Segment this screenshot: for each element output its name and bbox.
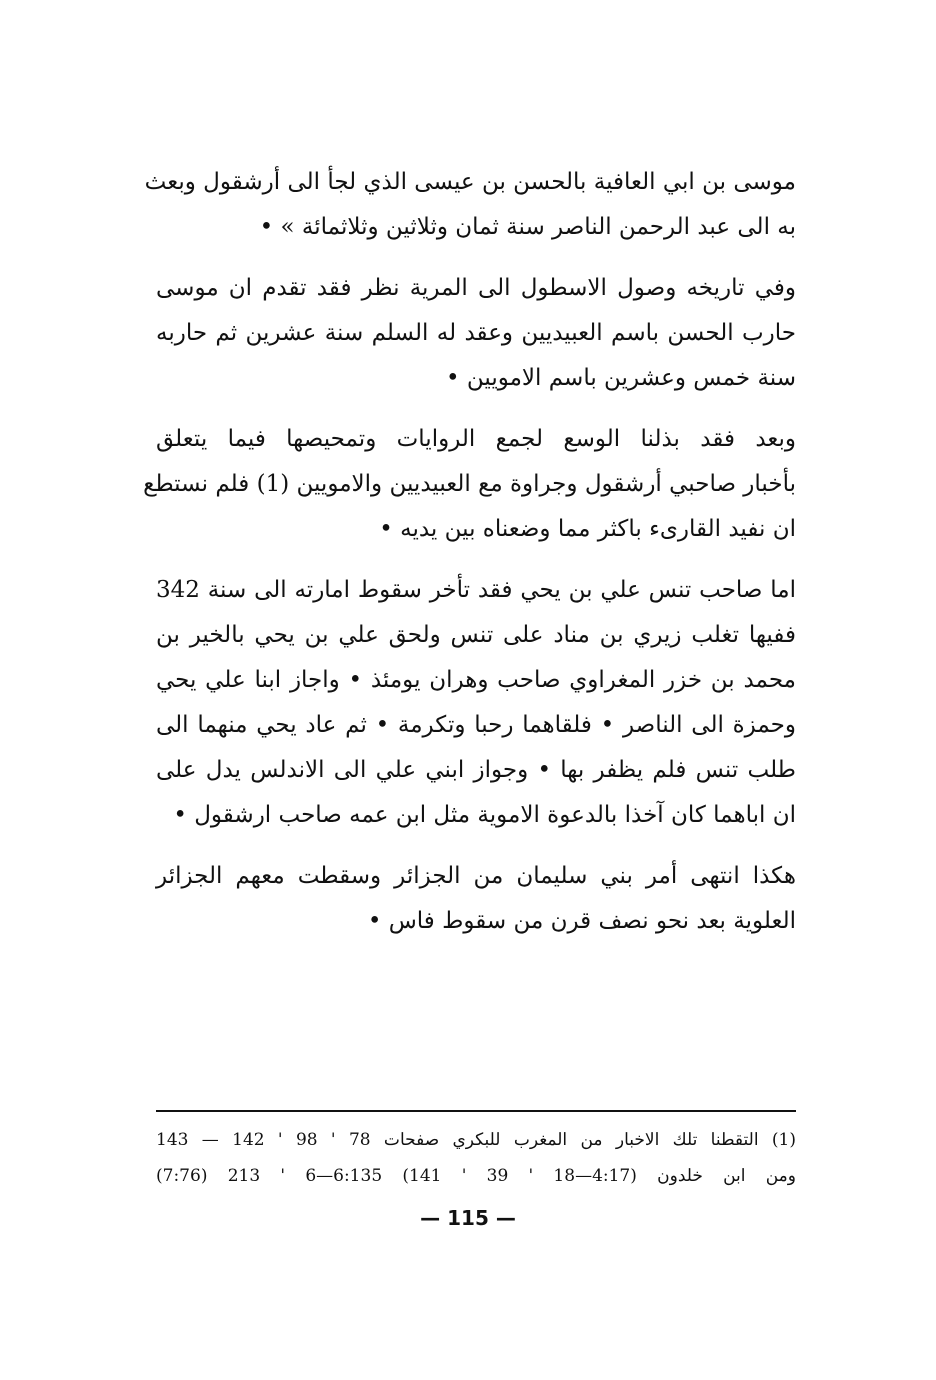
paragraph-3: [143, 417, 796, 552]
page-number: — 115 —: [420, 1206, 516, 1230]
text-line: بأخبار صاحبي أرشقول وجراوة مع العبيديين والامويين (1) فلم نستطع: [143, 471, 796, 497]
main-text: [143, 160, 796, 960]
text-line: وفي تاريخه وصول الاسطول الى المرية نظر فقد تقدم ان موسى: [156, 275, 796, 301]
paragraph-1: [144, 160, 796, 250]
footnote-line: ومن ابن خلدون (4:17—18 ' 39 ' 141) 6:135—6 ' 213 (7:76): [156, 1166, 797, 1186]
text-line: به الى عبد الرحمن الناصر سنة ثمان وثلاثين وثلاثمائة » •: [259, 214, 796, 240]
text-line: اما صاحب تنس علي بن يحي فقد تأخر سقوط امارته الى سنة 342: [156, 577, 796, 603]
text-line: محمد بن خزر المغراوي صاحب وهران يومئذ • واجاز ابنا علي يحي: [156, 667, 796, 693]
text-line: ان نفيد القارىء باكثر مما وضعناه بين يديه •: [379, 516, 796, 542]
paragraph-4: [156, 568, 796, 838]
footnote-separator: [156, 1110, 796, 1112]
paragraph-2: [156, 266, 796, 401]
text-line: طلب تنس فلم يظفر بها • وجواز ابني علي الى الاندلس يدل على: [156, 757, 796, 783]
text-line: هكذا انتهى أمر بني سليمان من الجزائر وسقطت معهم الجزائر: [156, 863, 796, 889]
text-line: موسى بن ابي العافية بالحسن بن عيسى الذي لجأ الى أرشقول وبعث: [144, 169, 796, 195]
text-line: ففيها تغلب زيري بن مناد على تنس ولحق علي بن يحي بالخير بن: [156, 622, 796, 648]
footnotes: [156, 1122, 796, 1194]
text-line: سنة خمس وعشرين باسم الامويين •: [446, 365, 796, 391]
text-line: وبعد فقد بذلنا الوسع لجمع الروايات وتمحيصها فيما يتعلق: [156, 426, 796, 452]
text-line: ان اباهما كان آخذا بالدعوة الاموية مثل ابن عمه صاحب ارشقول •: [173, 802, 796, 828]
text-line: العلوية بعد نحو نصف قرن من سقوط فاس •: [367, 908, 796, 934]
text-line: وحمزة الى الناصر • فلقاهما رحبا وتكرمة • ثم عاد يحي منهما الى: [156, 712, 796, 738]
paragraph-5: [156, 854, 796, 944]
footnote-line: (1) التقطنا تلك الاخبار من المغرب للبكري صفحات 78 ' 98 ' 142 — 143: [156, 1130, 797, 1150]
text-line: حارب الحسن باسم العبيديين وعقد له السلم سنة عشرين ثم حاربه: [156, 320, 796, 346]
